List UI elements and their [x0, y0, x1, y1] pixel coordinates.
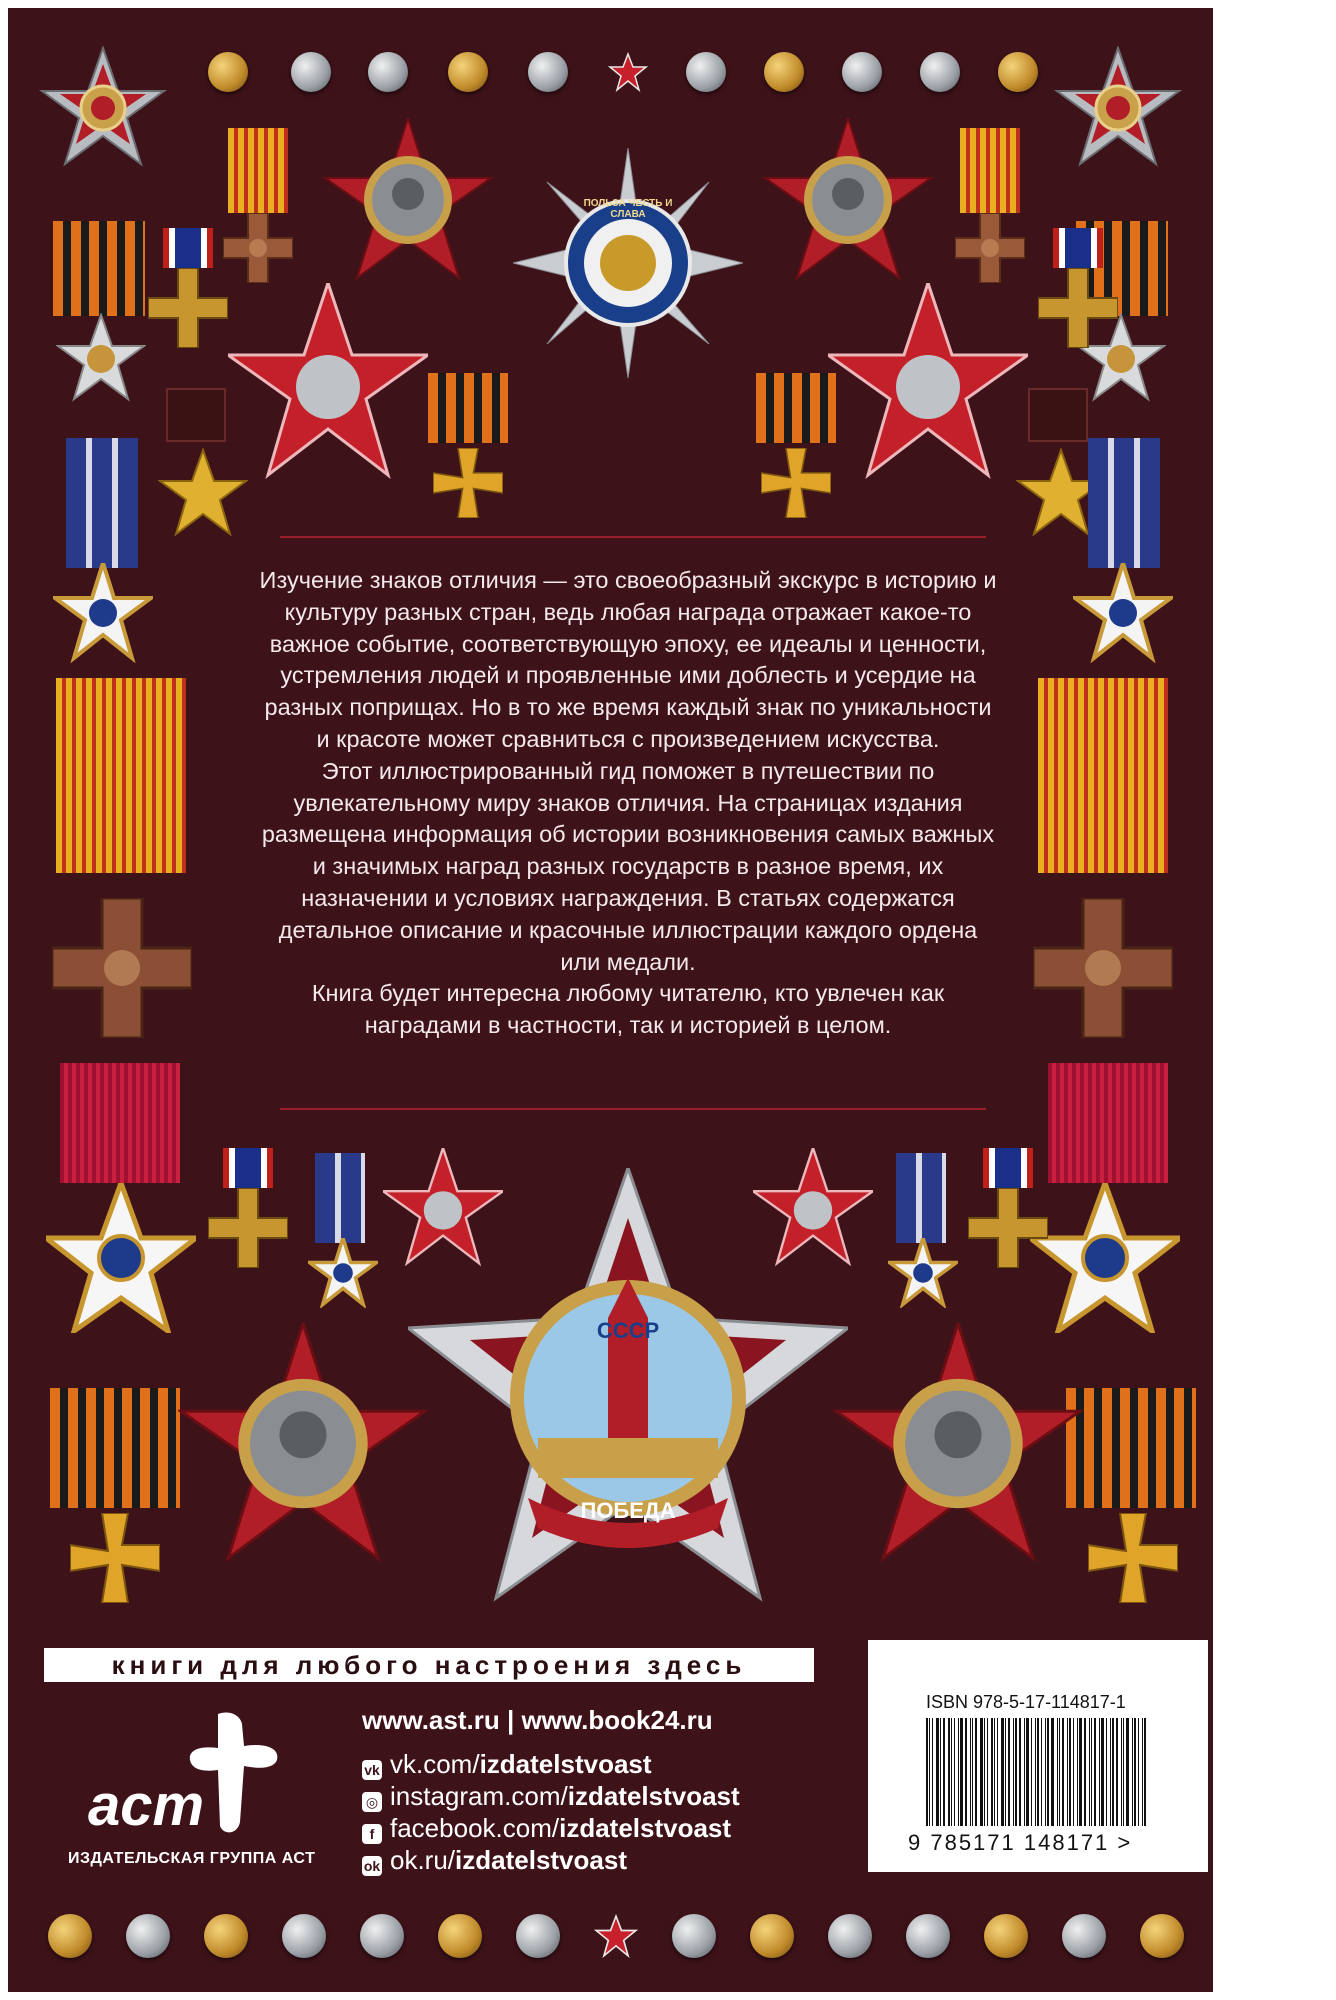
silver-star-medal [56, 313, 146, 403]
social-vk[interactable] [362, 1748, 652, 1780]
bronze-cross-small [223, 213, 293, 283]
st-george-ribbon [756, 373, 836, 443]
gold-coin-medal [48, 1914, 92, 1958]
order-alexander-nevsky-lower-right [833, 1323, 1083, 1573]
barcode-bar [1051, 1718, 1054, 1826]
barcode-bar [965, 1718, 967, 1826]
gold-coin-medal [984, 1914, 1028, 1958]
bronze-cross-small [955, 213, 1025, 283]
social-instagram-handle: izdatelstvoast [567, 1781, 740, 1811]
description-paragraph-2: Этот иллюстрированный гид поможет в путешествии по увлекательному миру знаков отличия. На страницах издания размещена информация об истории возникновения самых важных и значимых наград разных государств в разное время, их назначении и условиях награждения. В статьях содержатся детальное описание и красочные иллюстрации каждого ордена или медали. [261, 757, 995, 975]
legion-of-merit-badge [46, 1183, 196, 1333]
st-george-ribbon [1066, 1388, 1196, 1508]
gold-cross-medal [148, 268, 228, 348]
social-ok-prefix: ok.ru/ [390, 1845, 456, 1875]
black-ribbon-bar [1028, 388, 1088, 442]
barcode-bar [1138, 1718, 1139, 1826]
barcode-bar [1047, 1718, 1049, 1826]
barcode-bar [1079, 1718, 1082, 1826]
barcode-bar [932, 1718, 933, 1826]
us-service-ribbon [1053, 228, 1103, 268]
black-ribbon-bar [166, 388, 226, 442]
facebook-icon: f [362, 1824, 382, 1844]
barcode-bar [1057, 1718, 1058, 1826]
barcode-digits: 9 785171 148171 > [908, 1830, 1133, 1855]
barcode-bar [1024, 1718, 1025, 1826]
legion-of-merit-ribbon [60, 1063, 180, 1183]
croix-de-guerre-ribbon [960, 128, 1020, 213]
silver-order-badge [920, 52, 960, 92]
order-alexander-nevsky-upper-right [763, 118, 933, 288]
social-vk-handle: izdatelstvoast [479, 1749, 652, 1779]
barcode-bar [1069, 1718, 1071, 1826]
barcode-bar [1134, 1718, 1136, 1826]
isbn-label: ISBN 978-5-17-114817-1 [926, 1692, 1126, 1712]
st-george-cross-gold [433, 448, 503, 518]
order-red-star-upper-left [228, 283, 428, 483]
barcode-bar [1041, 1718, 1042, 1826]
gold-coin-medal [448, 52, 488, 92]
social-ok[interactable] [362, 1844, 627, 1876]
social-ok-handle: izdatelstvoast [455, 1845, 627, 1875]
barcode-bar [936, 1718, 939, 1826]
barcode-bar [1019, 1718, 1021, 1826]
silver-order-badge [1062, 1914, 1106, 1958]
barcode-bar [1121, 1718, 1122, 1826]
barcode-panel [868, 1640, 1208, 1872]
gold-coin-medal [998, 52, 1038, 92]
silver-order-badge [906, 1914, 950, 1958]
blue-ribbon [315, 1153, 365, 1243]
barcode-bar [1077, 1718, 1078, 1826]
websites-line[interactable]: www.ast.ru | www.book24.ru [362, 1705, 713, 1735]
barcode-bar [1132, 1718, 1133, 1826]
order-of-victory [408, 1168, 848, 1608]
tagline-banner: книги для любого настроения здесь [44, 1648, 814, 1682]
legion-of-merit-badge [1030, 1183, 1180, 1333]
barcode [926, 1718, 1162, 1826]
barcode-bar [1106, 1718, 1107, 1826]
barcode-bar [1045, 1718, 1046, 1826]
barcode-bar [975, 1718, 977, 1826]
barcode-bar [1110, 1718, 1111, 1826]
barcode-bar [980, 1718, 983, 1826]
bronze-cross-large [1033, 898, 1173, 1038]
barcode-bar [972, 1718, 973, 1826]
red-star-small [594, 1914, 638, 1958]
barcode-bar [951, 1718, 952, 1826]
barcode-bar [954, 1718, 955, 1826]
st-george-cross-gold [761, 448, 831, 518]
silver-order-badge [842, 52, 882, 92]
silver-order-badge [528, 52, 568, 92]
social-facebook-prefix: facebook.com/ [390, 1813, 560, 1843]
red-star-small [608, 52, 648, 92]
ast-logo [68, 1710, 288, 1845]
us-service-ribbon [983, 1148, 1033, 1188]
barcode-bar [1026, 1718, 1029, 1826]
barcode-bar [1116, 1718, 1118, 1826]
social-facebook[interactable] [362, 1812, 731, 1844]
st-george-cross-gold [1088, 1513, 1178, 1603]
silver-order-badge [672, 1914, 716, 1958]
st-george-ribbon [428, 373, 508, 443]
silver-order-badge [282, 1914, 326, 1958]
barcode-bar [1101, 1718, 1104, 1826]
gold-cross-medal [208, 1188, 288, 1268]
barcode-bar [994, 1718, 995, 1826]
us-service-ribbon [163, 228, 213, 268]
barcode-bar [948, 1718, 950, 1826]
order-patriotic-war-right [1053, 46, 1183, 176]
order-patriotic-war-left [38, 46, 168, 176]
social-instagram[interactable] [362, 1780, 740, 1812]
description-paragraph-1: Изучение знаков отличия — это своеобразный экскурс в историю и культуру разных стран, ведь любая награда отражает какое-то важное событие, соответствующую эпоху, ее идеалы и ценности, устремления людей и проявленные ими доблесть и усердие на разных поприщах. Но в то же время каждый знак по уникальности и красоте может сравниться с произведением искусства. [259, 567, 997, 752]
blue-ribbon [896, 1153, 946, 1243]
barcode-bar [1035, 1718, 1036, 1826]
barcode-bar [997, 1718, 998, 1826]
barcode-bar [1094, 1718, 1096, 1826]
white-star-order [1073, 563, 1173, 663]
order-alexander-nevsky-lower-left [178, 1323, 428, 1573]
barcode-bar [1059, 1718, 1060, 1826]
instagram-icon: ◎ [362, 1792, 382, 1812]
barcode-bar [984, 1718, 985, 1826]
barcode-bar [960, 1718, 963, 1826]
gold-coin-medal [764, 52, 804, 92]
silver-order-badge [291, 52, 331, 92]
top-medal-row [8, 8, 1213, 118]
barcode-bar [1142, 1718, 1143, 1826]
us-service-ribbon [223, 1148, 273, 1188]
barcode-bar [1084, 1718, 1086, 1826]
silver-order-badge [828, 1914, 872, 1958]
blue-ribbon [1088, 438, 1160, 568]
barcode-bar [987, 1718, 988, 1826]
barcode-bar [1062, 1718, 1064, 1826]
order-alexander-nevsky-upper-left [323, 118, 493, 288]
st-george-cross-gold [70, 1513, 160, 1603]
white-star-order [888, 1238, 958, 1308]
ast-logo-text: аст [88, 1773, 205, 1838]
barcode-bar [1112, 1718, 1114, 1826]
barcode-bar [1126, 1718, 1129, 1826]
gold-coin-medal [208, 52, 248, 92]
silver-order-badge [360, 1914, 404, 1958]
vk-icon: vk [362, 1760, 382, 1780]
gold-coin-medal [438, 1914, 482, 1958]
silver-order-badge [516, 1914, 560, 1958]
silver-order-badge [126, 1914, 170, 1958]
barcode-bar [1001, 1718, 1004, 1826]
barcode-bar [1013, 1718, 1014, 1826]
barcode-bar [929, 1718, 930, 1826]
st-george-ribbon [50, 1388, 180, 1508]
social-instagram-prefix: instagram.com/ [390, 1781, 568, 1811]
croix-de-guerre-ribbon [228, 128, 288, 213]
barcode-bar [1091, 1718, 1092, 1826]
social-vk-prefix: vk.com/ [390, 1749, 480, 1779]
barcode-bar [1123, 1718, 1124, 1826]
barcode-bar [970, 1718, 971, 1826]
barcode-bar [1067, 1718, 1068, 1826]
barcode-bar [1015, 1718, 1017, 1826]
description-paragraph-3: Книга будет интересна любому читателю, кто увлечен как наградами в частности, так и историей в целом. [311, 980, 945, 1039]
barcode-bar [1008, 1718, 1010, 1826]
croix-de-guerre-ribbon-large [56, 678, 186, 873]
order-victory-label: ПОБЕДА [580, 1498, 676, 1523]
gold-cross-medal [1038, 268, 1118, 348]
white-star-order [53, 563, 153, 663]
st-george-ribbon [53, 221, 145, 316]
gold-coin-medal [1140, 1914, 1184, 1958]
barcode-bar [940, 1718, 941, 1826]
gold-coin-medal [204, 1914, 248, 1958]
barcode-bar [1099, 1718, 1100, 1826]
barcode-bar [991, 1718, 993, 1826]
order-red-star-upper-right [828, 283, 1028, 483]
gold-coin-medal [750, 1914, 794, 1958]
odnoklassniki-icon: ok [363, 1858, 381, 1874]
white-star-order [308, 1238, 378, 1308]
barcode-bar [1144, 1718, 1146, 1826]
silver-order-badge [368, 52, 408, 92]
order-victory-top-label: СССР [596, 1318, 660, 1343]
croix-de-guerre-ribbon-large [1038, 678, 1168, 873]
bottom-medal-row [8, 1894, 1213, 1974]
divider-top [280, 536, 986, 538]
barcode-bar [1089, 1718, 1090, 1826]
gold-cross-medal [968, 1188, 1048, 1268]
divider-bottom [280, 1108, 986, 1110]
silver-order-badge [686, 52, 726, 92]
publisher-name: ИЗДАТЕЛЬСКАЯ ГРУППА АСТ [68, 1850, 316, 1867]
blue-ribbon [66, 438, 138, 568]
barcode-bar [1005, 1718, 1006, 1826]
barcode-bar [926, 1718, 928, 1826]
legion-of-merit-ribbon [1048, 1063, 1168, 1183]
barcode-bar [958, 1718, 959, 1826]
barcode-bar [1037, 1718, 1039, 1826]
bronze-cross-large [52, 898, 192, 1038]
social-facebook-handle: izdatelstvoast [559, 1813, 732, 1843]
barcode-bar [1031, 1718, 1032, 1826]
order-st-andrew-star [513, 148, 743, 378]
star-ring-label: ПОЛЬЗА ЧЕСТЬ И СЛАВА [583, 198, 673, 220]
barcode-bar [1073, 1718, 1074, 1826]
barcode-bar [943, 1718, 945, 1826]
description-text [258, 565, 998, 1042]
